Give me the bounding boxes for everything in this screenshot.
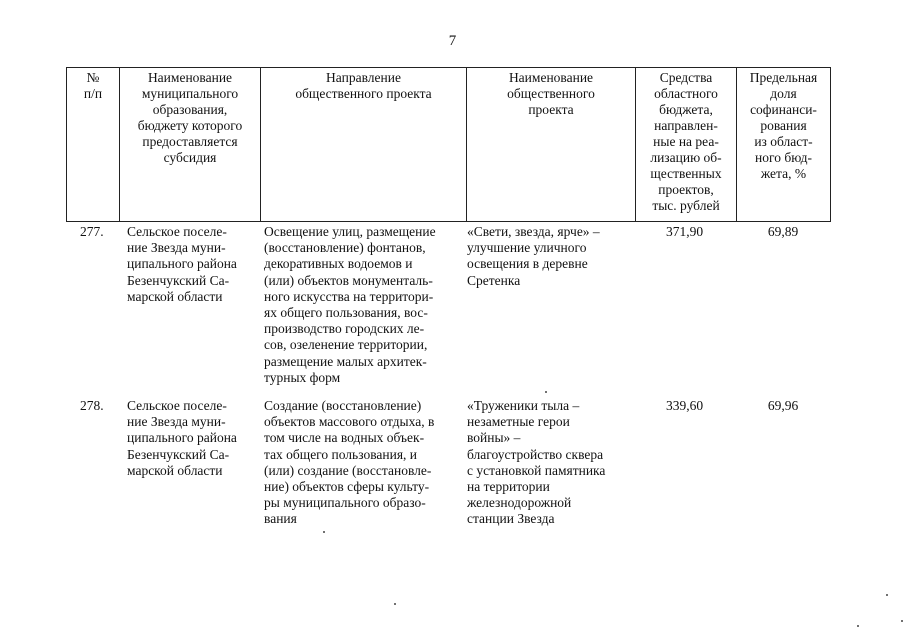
page-number: 7 xyxy=(448,33,457,49)
header-direction: Направление общественного проекта xyxy=(261,68,467,222)
header-number: № п/п xyxy=(67,68,120,222)
scan-speck xyxy=(394,603,396,605)
row-funds: 339,60 xyxy=(665,398,704,413)
row-cofinancing-share: 69,96 xyxy=(767,398,799,413)
scan-speck xyxy=(901,620,903,622)
row-direction: Создание (восстановление) объектов массового отдыха, в том числе на водных объек- тах общего пользования, и (или) создание (восстановле- ние) объектов сферы культу- ры муниципального образо- вания xyxy=(264,398,435,527)
table-header xyxy=(66,67,831,222)
row-municipality: Сельское поселе- ние Звезда муни- ципального района Безенчукский Са- марской области xyxy=(127,398,237,478)
row-cofinancing-share: 69,89 xyxy=(767,224,799,239)
header-cofinancing-share: Предельная доля софинанси- рования из област- ного бюд- жета, % xyxy=(737,68,831,222)
header-project-name: Наименование общественного проекта xyxy=(467,68,636,222)
scan-speck xyxy=(545,391,547,393)
header-funds: Средства областного бюджета, направлен- ные на реа- лизацию об- щественных проектов, тыс. рублей xyxy=(636,68,737,222)
scan-speck xyxy=(323,531,325,533)
header-municipality: Наименование муниципального образования, бюджету которого предоставляется субсидия xyxy=(120,68,261,222)
row-direction: Освещение улиц, размещение (восстановление) фонтанов, декоративных водоемов и (или) объектов монументаль- ного искусства на территори- ях общего пользования, вос- производство городских ле- сов, озеленение территории, размещение малых архитек- турных форм xyxy=(264,224,436,385)
scan-speck xyxy=(857,625,859,627)
row-project-name: «Свети, звезда, ярче» – улучшение уличного освещения в деревне Сретенка xyxy=(467,224,600,288)
row-municipality: Сельское поселе- ние Звезда муни- ципального района Безенчукский Са- марской области xyxy=(127,224,237,304)
row-project-name: «Труженики тыла – незаметные герои войны» – благоустройство сквера с установкой памятника на территории железнодорожной станции Звезда xyxy=(467,398,606,527)
scan-speck xyxy=(886,594,888,596)
header-row xyxy=(67,68,831,222)
row-number: 278. xyxy=(80,398,104,413)
row-funds: 371,90 xyxy=(665,224,704,239)
row-number: 277. xyxy=(80,224,104,239)
